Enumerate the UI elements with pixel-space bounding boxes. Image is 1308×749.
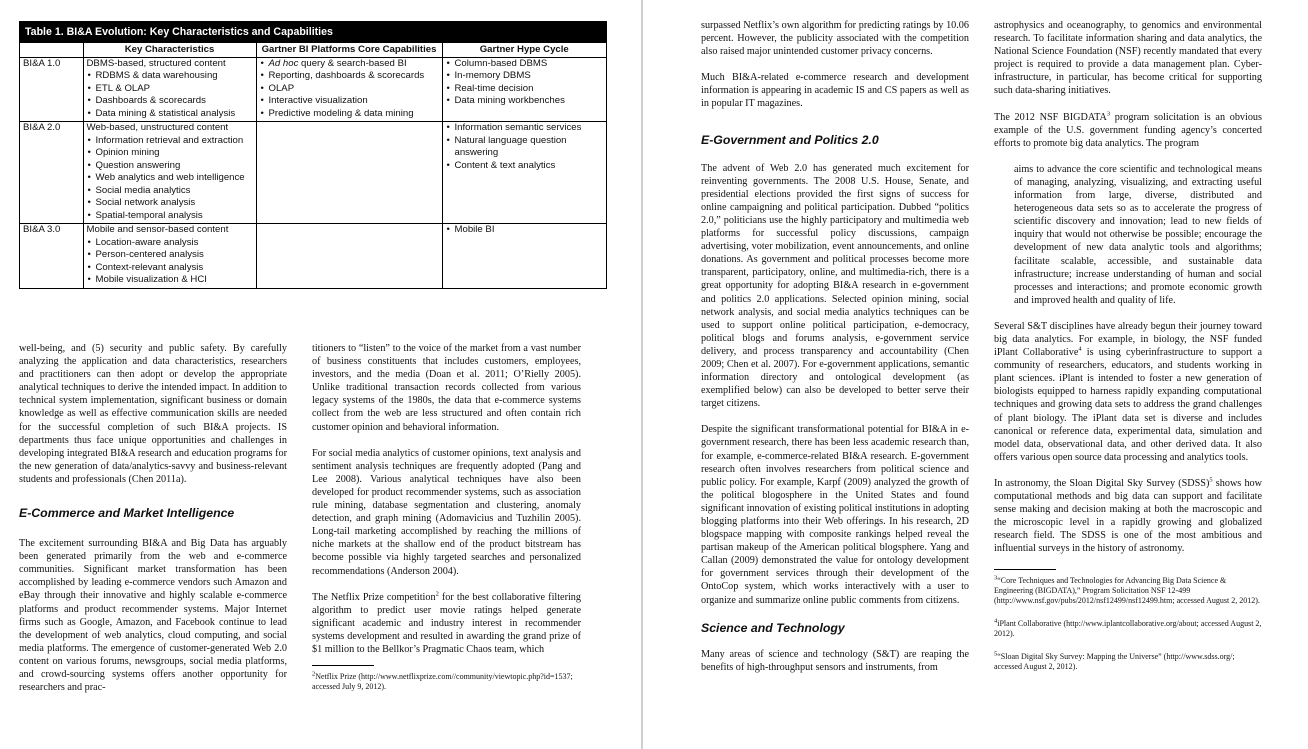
list-item: • OLAP	[260, 83, 439, 96]
footnote	[994, 576, 1262, 606]
right-page	[643, 0, 1308, 749]
list-item: • In-memory DBMS	[446, 70, 604, 83]
adhoc-rest: query & search-based BI	[298, 57, 407, 69]
era-label: BI&A 3.0	[20, 224, 83, 288]
list-item: • Social media analytics	[87, 185, 253, 198]
table-1	[19, 21, 607, 289]
list-item: • Person-centered analysis	[87, 249, 253, 262]
left-page	[0, 0, 641, 749]
footnote-text: Netflix Prize (http://www.netflixprize.com//community/viewtopic.php?id=1537; accessed July 9, 2012).	[312, 672, 573, 692]
list-item: • Content & text analytics	[446, 160, 604, 173]
characteristics-cell	[83, 57, 256, 122]
list-item: • Opinion mining	[87, 147, 253, 160]
text-run: for the best collaborative filtering algorithm to predict user movie ratings helped generate significant academic and industry interest in recommender systems development and resulted in awarding the grand prize of $1 million to the Bellkor’s Pragmatic Chaos team, which	[312, 591, 581, 655]
list-item: • Social network analysis	[87, 197, 253, 210]
header-key-characteristics: Key Characteristics	[83, 43, 256, 57]
list-item: • Information retrieval and extraction	[87, 135, 253, 148]
characteristics-cell	[83, 224, 256, 288]
hype-cell	[442, 57, 606, 122]
footnote-number: 4	[994, 617, 998, 625]
table-row	[20, 57, 606, 122]
list-item	[260, 58, 439, 71]
list-item: • Data mining workbenches	[446, 95, 604, 108]
characteristics-lead: DBMS-based, structured content	[86, 57, 226, 69]
paragraph	[312, 591, 581, 656]
list-item: • Spatial-temporal analysis	[87, 210, 253, 223]
paragraph: The advent of Web 2.0 has generated much excitement for reinventing governments. The 2008 U.S. House, Senate, and presidential elections provided the first signs of success for online campaigning and political participation. Dubbed “politics 2.0,” politicians use the highly participatory and multimedia web platforms for successful policy discussions, campaign advertising, voter mobilization, event announcements, and online donations. As government and political processes become more transparent, participatory, online, and multimedia-rich, there is a great opportunity for adopting BI&A research in e-government and politics 2.0 applications. Selected opinion mining, social network analysis, and social media analytics techniques can be used to support online political participation, e-democracy, political blogs and forums analysis, e-government service delivery, and process transparency and accountability (Chen 2009; Chen et al. 2007). For e-government applications, semantic information directory and ontological development (as exemplified below) can also be developed to better serve their target citizens.	[701, 162, 969, 410]
text-run: program solicitation is an obvious example of the U.S. government funding agency’s concerted efforts to promote big data analytics. The program	[994, 111, 1262, 149]
era-label: BI&A 1.0	[20, 57, 83, 122]
footnote-text: “Sloan Digital Sky Survey: Mapping the Universe” (http://www.sdss.org/; accessed August 2, 2012).	[994, 652, 1235, 672]
list-item: • Reporting, dashboards & scorecards	[260, 70, 439, 83]
paragraph: For social media analytics of customer opinions, text analysis and sentiment analysis techniques are frequently adopted (Pang and Lee 2008). Various analytical techniques have also been developed for product recommender systems, such as association rule mining, database segmentation and clustering, anomaly detection, and graph mining (Adomavicius and Tuzhilin 2005). Long-tail marketing accomplished by reaching the millions of niche markets at the shallow end of the product bitstream has become possible via highly targeted searches and personalized recommendations (Anderson 2004).	[312, 447, 581, 577]
list-item: • Interactive visualization	[260, 95, 439, 108]
platforms-cell	[256, 57, 442, 122]
list-item: • Information semantic services	[446, 122, 604, 135]
evolution-table	[20, 43, 606, 288]
paragraph: Much BI&A-related e-commerce research and development information is appearing in academic IS and CS papers as well as in popular IT magazines.	[701, 72, 969, 110]
right-column-1	[701, 19, 969, 674]
hype-cell	[442, 224, 606, 288]
table-row	[20, 122, 606, 224]
text-run: shows how computational methods and big data can support and facilitate sense making and decision making at both the macroscopic and the microscopic level in a rapidly growing and globalized research field. The SDSS is one of the most ambitious and influential surveys in the history of astronomy.	[994, 477, 1262, 555]
platforms-cell	[256, 224, 442, 288]
paragraph: titioners to “listen” to the voice of the market from a vast number of business constituents that includes customers, employees, investors, and the media (Doan et al. 2011; O’Rielly 2005). Unlike traditional transaction records collected from various legacy systems of the 1980s, the data that e-commerce systems collect from the web are less structured and often contain rich customer opinion and behavioral information.	[312, 343, 581, 433]
list-item: • Column-based DBMS	[446, 58, 604, 71]
footnote-number: 2	[312, 670, 316, 678]
table-header-row	[20, 43, 606, 57]
table-row	[20, 224, 606, 288]
characteristics-list	[87, 70, 253, 120]
section-heading-science: Science and Technology	[701, 620, 845, 635]
footnote-ref: 5	[1209, 476, 1213, 484]
footnote-number: 3	[994, 574, 998, 582]
hype-list	[446, 224, 604, 237]
characteristics-list	[87, 135, 253, 223]
section-heading-egovernment: E-Government and Politics 2.0	[701, 132, 879, 147]
list-item: • Question answering	[87, 160, 253, 173]
footnote-text: iPlant Collaborative (http://www.iplantcollaborative.org/about; accessed August 2, 2012).	[994, 619, 1262, 639]
paragraph: The excitement surrounding BI&A and Big Data has arguably been generated primarily from the web and e-commerce communities. Significant market transformation has been accomplished by leading e-commerce vendors such Amazon and eBay through their innovative and highly scalable e-commerce platforms and product recommender systems. Major Internet firms such as Google, Amazon, and Facebook continue to lead the development of web analytics, cloud computing, and social media platforms. The emergence of customer-generated Web 2.0 content on various forums, newsgroups, social media platforms, and crowd-sourcing systems offers another opportunity for researchers and prac-	[19, 538, 287, 694]
adhoc-italic: Ad hoc	[268, 57, 299, 69]
text-run: is using cyberinfrastructure to support a community of researchers, educators, and students working in plant sciences. iPlant is intended to foster a new generation of biologists equipped to harness rapidly expanding computational techniques and growing data sets to address the grand challenges of plant biology. The iPlant data set is diverse and includes canonical or reference data, experimental data, simulation and model data, observational data, and other derived data. It also offers various open source data processing and analytics tools.	[994, 347, 1262, 463]
paragraph	[994, 320, 1262, 464]
footnote-ref: 3	[1106, 110, 1111, 118]
paragraph	[994, 477, 1262, 556]
hype-cell	[442, 122, 606, 224]
footnote-ref: 2	[435, 590, 439, 598]
footnote	[994, 652, 1262, 672]
list-item: • Natural language question answering	[446, 135, 604, 160]
table-title: Table 1. BI&A Evolution: Key Characteristics and Capabilities	[20, 22, 606, 43]
list-item: • Predictive modeling & data mining	[260, 108, 439, 121]
paragraph: Despite the significant transformational potential for BI&A in e-government research, there has been less academic research than, for example, e-commerce-related BI&A research. E-government research often involves researchers from political science and public policy. For example, Karpf (2009) analyzed the growth of the political blogosphere in the United States and found significant innovation of existing political institutions in adopting blogging platforms into their Web offerings. In his research, 2D blogspace mapping with composite rankings helped reveal the partisan makeup of the American political blogsphere. Yang and Callan (2009) demonstrated the value for ontology development for government services through their development of the OntoCop system, which works interactively with a user to organize and summarize online public comments from citizens.	[701, 424, 969, 606]
text-run: In astronomy, the Sloan Digital Sky Survey (SDSS)	[994, 477, 1210, 489]
list-item: • Real-time decision	[446, 83, 604, 96]
list-item: • Dashboards & scorecards	[87, 95, 253, 108]
hype-list	[446, 122, 604, 172]
section-heading-ecommerce: E-Commerce and Market Intelligence	[19, 506, 235, 521]
text-run: The 2012 NSF BIGDATA	[994, 111, 1107, 123]
characteristics-lead: Web-based, unstructured content	[86, 122, 229, 133]
footnote-text: “Core Techniques and Technologies for Advancing Big Data Science & Engineering (BIGDATA),” Program Solicitation NSF 12-499 (http://www.nsf.gov/pubs/2012/nsf12499/nsf12499.htm; accessed August 2, 2012).	[994, 576, 1260, 606]
footnote	[312, 672, 581, 692]
block-quote: aims to advance the core scientific and technological means of managing, analyzing, visualizing, and extracting useful information from large, diverse, distributed and heterogeneous data sets so as to accelerate the progress of scientific discovery and innovation; lead to new fields of inquiry that would not otherwise be possible; encourage the development of new data analytic tools and algorithms; facilitate scalable, accessible, and sustainable data infrastructure; increase understanding of human and social processes and interactions; and promote economic growth and improved health and quality of life.	[1014, 163, 1262, 306]
header-era	[20, 43, 83, 57]
hype-list	[446, 58, 604, 108]
paragraph	[994, 111, 1262, 150]
characteristics-cell	[83, 122, 256, 224]
platforms-cell	[256, 122, 442, 224]
header-gartner-hype-cycle: Gartner Hype Cycle	[442, 43, 606, 57]
list-item: • Mobile BI	[446, 224, 604, 237]
list-item: • Mobile visualization & HCI	[87, 274, 253, 287]
list-item: • Web analytics and web intelligence	[87, 172, 253, 185]
footnote-rule	[312, 665, 374, 666]
era-label: BI&A 2.0	[20, 122, 83, 224]
list-item: • Data mining & statistical analysis	[87, 108, 253, 121]
list-item: • Context-relevant analysis	[87, 262, 253, 275]
paragraph: astrophysics and oceanography, to genomics and environmental research. To facilitate information sharing and data analytics, the National Science Foundation (NSF) recently mandated that every project is required to provide a data management plan. Cyber-infrastructure, in particular, has become critical for supporting such data-sharing initiatives.	[994, 20, 1262, 97]
header-gartner-platforms: Gartner BI Platforms Core Capabilities	[256, 43, 442, 57]
characteristics-lead: Mobile and sensor-based content	[86, 224, 229, 235]
list-item: • RDBMS & data warehousing	[87, 70, 253, 83]
paragraph: Many areas of science and technology (S&T) are reaping the benefits of high-throughput sensors and instruments, from	[701, 648, 969, 673]
footnote-rule	[994, 569, 1056, 570]
footnote-ref: 4	[1078, 345, 1082, 353]
list-item: • Location-aware analysis	[87, 237, 253, 250]
text-run: The Netflix Prize competition	[312, 591, 436, 603]
paragraph: surpassed Netflix’s own algorithm for predicting ratings by 10.06 percent. However, the publicity associated with the competition also raised major unintended customer privacy concerns.	[701, 20, 969, 58]
list-item: • ETL & OLAP	[87, 83, 253, 96]
footnote	[994, 619, 1262, 639]
right-column-2	[994, 19, 1262, 685]
platforms-list	[260, 58, 439, 121]
paragraph: well-being, and (5) security and public safety. By carefully analyzing the application and data characteristics, researchers and practitioners can then adopt or develop the appropriate analytical techniques to derive the intended impact. In addition to technical system implementation, significant business or domain knowledge as well as effective communication skills are needed for the successful completion of such BI&A projects. IS departments thus face unique opportunities and challenges in developing integrated BI&A research and education programs for the new generation of data/analytics-savvy and business-relevant students and professionals (Chen 2011a).	[19, 343, 287, 485]
characteristics-list	[87, 237, 253, 287]
left-column-2	[312, 342, 581, 705]
footnote-number: 5	[994, 650, 998, 658]
text-run: Several S&T disciplines have already begun their journey toward big data analytics. For example, in biology, the NSF funded iPlant Collaborative	[994, 320, 1262, 359]
left-column-1	[19, 342, 287, 694]
